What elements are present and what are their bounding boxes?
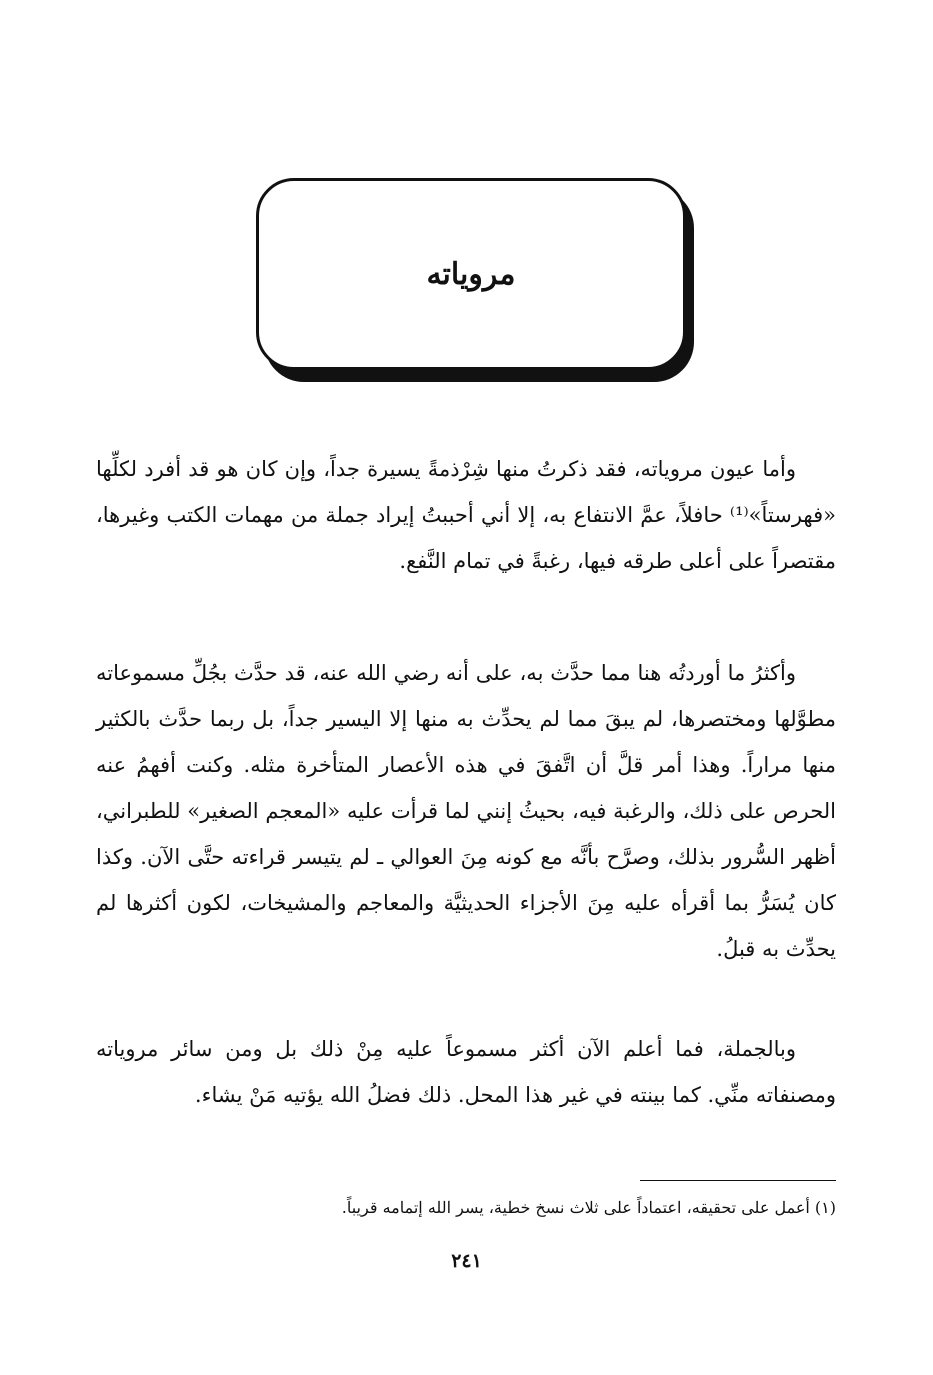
paragraph-2 <box>96 650 836 972</box>
footnote-divider <box>640 1180 836 1181</box>
chapter-title: مروياته <box>426 256 516 292</box>
page-number: ٢٤١ <box>451 1250 482 1272</box>
paragraph-2-text: وأكثرُ ما أوردتُه هنا مما حدَّث به، على أنه رضي الله عنه، قد حدَّث بجُلِّ مسموعاته مطوَّلها ومختصرها، لم يبقَ مما لم يحدِّث به منها إلا اليسير جداً، بل ربما حدَّث بالكثير منها مراراً. وهذا أمر قلَّ أن اتَّفقَ في هذه الأعصار المتأخرة مثله. وكنت أفهمُ عنه الحرص على ذلك، والرغبة فيه، بحيثُ إنني لما قرأت عليه «المعجم الصغير» للطبراني، أظهر السُّرور بذلك، وصرَّح بأنَّه مع كونه مِنَ العوالي ـ لم يتيسر قراءته حتَّى الآن. وكذا كان يُسَرُّ بما أقرأه عليه مِنَ الأجزاء الحديثيَّة والمعاجم والمشيخات، لكون أكثرها لم يحدِّث به قبلُ. <box>96 661 836 961</box>
chapter-title-box <box>256 178 686 370</box>
chapter-title-frame <box>256 178 692 380</box>
paragraph-3-text: وبالجملة، فما أعلم الآن أكثر مسموعاً عليه مِنْ ذلك بل ومن سائر مروياته ومصنفاته منِّي. كما بينته في غير هذا المحل. ذلك فضلُ الله يؤتيه مَنْ يشاء. <box>96 1037 836 1107</box>
paragraph-1-text: وأما عيون مروياته، فقد ذكرتُ منها شِرْذمةً يسيرة جداً، وإن كان هو قد أفرد لكلِّها «فهرستاً»⁽¹⁾ حافلاً، عمَّ الانتفاع به، إلا أني أحببتُ إيراد جملة من مهمات الكتب وغيرها، مقتصراً على أعلى طرقه فيها، رغبةً في تمام النَّفع. <box>96 457 836 573</box>
paragraph-1 <box>96 446 836 584</box>
paragraph-3 <box>96 1026 836 1118</box>
footnote: (١) أعمل على تحقيقه، اعتماداً على ثلاث نسخ خطية، يسر الله إتمامه قريباً. <box>341 1198 836 1217</box>
